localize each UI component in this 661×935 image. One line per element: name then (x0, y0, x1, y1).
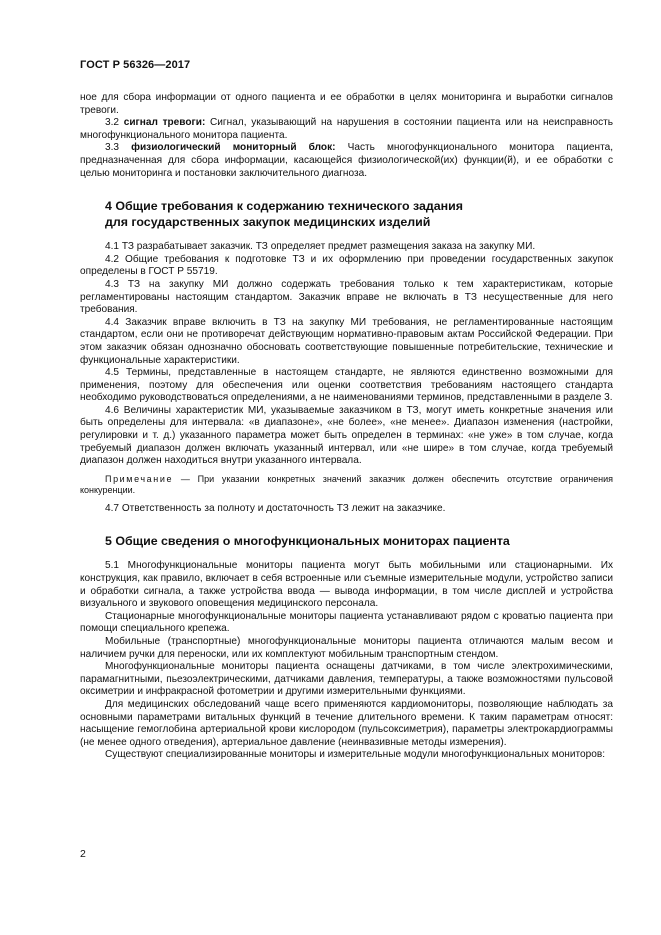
note-label: Примечание (105, 473, 174, 484)
term-alarm-signal: сигнал тревоги: (123, 117, 206, 129)
paragraph-specialized: Существуют специализированные мониторы и измерительные модули многофункциональных мониторов: (105, 749, 606, 761)
intro-continuation: ное для сбора информации от одного пациента и ее обработки в целях мониторинга и выработки сигналов тревоги. (80, 92, 613, 116)
section-4-title-line1: 4 Общие требования к содержанию технического задания (105, 199, 463, 214)
clause-5-1: 5.1 Многофункциональные мониторы пациента могут быть мобильными или стационарными. Их конструкция, как правило, включает в себя встроенные или съемные измерительные модули, устройство записи и обработки сигнала, а также устройства ввода — вывода информации, в том числе дисплей и устройства визуального и звукового оповещения медицинского персонала. (80, 560, 613, 610)
term-physiological-unit: физиологический мониторный блок: (131, 142, 336, 154)
clause-4-1: 4.1 ТЗ разрабатывает заказчик. ТЗ определяет предмет размещения заказа на закупку МИ. (105, 241, 536, 253)
clause-text: Сигнал, указывающий на нарушения в состоянии пациента или на неисправность многофункционального монитора пациента. (80, 117, 613, 141)
clause-3-2 (80, 117, 613, 142)
document-body (80, 92, 613, 762)
note (80, 474, 613, 497)
document-header: ГОСТ Р 56326—2017 (80, 59, 191, 71)
note-text: — При указании конкретных значений заказчик должен обеспечить отсутствие ограничения конкуренции. (80, 473, 613, 496)
clause-4-6: 4.6 Величины характеристик МИ, указываемые заказчиком в ТЗ, могут иметь конкретные значения или быть определены для интервала: «в диапазоне», «не более», «не менее». Диапазон изменения (настройки, регулировки и т. д.) указанного параметра может быть определен в терминах: «не уже» в том случае, когда требуемый диапазон должен включать указанный интервал, или «не шире» в том случае, когда требуемый диапазон должен находиться внутри указанного интервала. (80, 404, 613, 467)
page-number: 2 (80, 848, 86, 860)
clause-number: 3.3 (105, 142, 132, 154)
paragraph-cardiomonitors: Для медицинских обследований чаще всего применяются кардиомониторы, позволяющие наблюдать за основными параметрами витальных функций в течение длительного времени. К таким параметрам относят: насыщение гемоглобина артериальной крови кислородом (пульсоксиметрия), параметры электрокардиограммы (не менее одного отведения), артериальное давление (неинвазивные методы измерения). (80, 698, 613, 748)
clause-4-4: 4.4 Заказчик вправе включить в ТЗ на закупку МИ требования, не регламентированные настоящим стандартом, если они не противоречат действующим нормативно-правовым актам Российской Федерации. При этом заказчик обязан однозначно обосновать соответствующие повышенные потребительские, технические и функциональные характеристики. (80, 316, 613, 366)
clause-3-3 (80, 142, 613, 180)
section-5-title: 5 Общие сведения о многофункциональных мониторах пациента (105, 534, 510, 549)
paragraph-stationary: Стационарные многофункциональные мониторы пациента устанавливают рядом с кроватью пациента при помощи специального крепежа. (80, 610, 613, 635)
clause-number: 3.2 (105, 117, 124, 129)
section-4-title-line2: для государственных закупок медицинских изделий (105, 215, 431, 230)
clause-text: Часть многофункционального монитора пациента, предназначенная для сбора информации, касающейся физиологической(их) функции(й), и ее обработки с целью мониторинга и постановки заключительного диагноза. (80, 142, 613, 179)
paragraph-mobile: Мобильные (транспортные) многофункциональные мониторы пациента отличаются малым весом и наличием ручки для переноски, или их комплектуют мобильным транспортным стендом. (80, 636, 613, 660)
paragraph-sensors: Многофункциональные мониторы пациента оснащены датчиками, в том числе электрохимическими, парамагнитными, пьезоэлектрическими, датчиками давления, температуры, а также возможностями пульсовой оксиметрии и инфракрасной фотометрии и другими измерительными функциями. (80, 661, 613, 698)
clause-4-5: 4.5 Термины, представленные в настоящем стандарте, не являются единственно возможными для применения, поэтому для обеспечения или оценки соответствия требованиям настоящего стандарта необходимо руководствоваться определениями, а не наименованиями терминов, представленными в разделе 3. (80, 367, 613, 404)
clause-4-3: 4.3 ТЗ на закупку МИ должно содержать требования только к тем характеристикам, которые регламентированы настоящим стандартом. Заказчик вправе не включать в ТЗ несущественные для него требования. (80, 278, 613, 316)
section-4-title (80, 198, 613, 230)
clause-4-7: 4.7 Ответственность за полноту и достаточность ТЗ лежит на заказчике. (105, 502, 446, 514)
clause-4-2: 4.2 Общие требования к подготовке ТЗ и их оформлению при проведении государственных закупок определены в ГОСТ Р 55719. (80, 253, 613, 278)
